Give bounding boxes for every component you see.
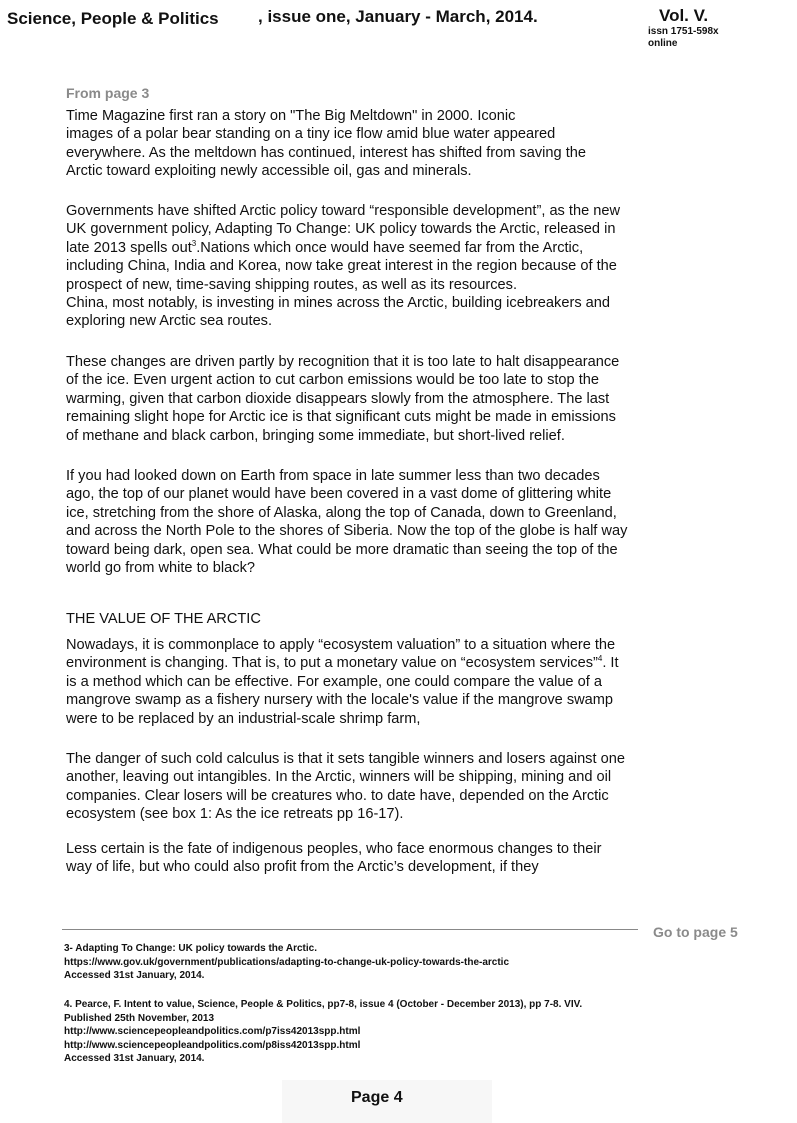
paragraph-text: The danger of such cold calculus is that it sets tangible winners and losers against one another, leaving out intangibles. In the Arctic, winners will be shipping, mining and oil companies. Clear losers will be creatures who. to date have, depended on the Arctic ecosystem (see box 1: As the ice retreats pp 16-17).: [66, 751, 625, 823]
footnote-3: [64, 942, 754, 983]
paragraph-text: If you had looked down on Earth from space in late summer less than two decades ago, the top of our planet would have been covered in a vast dome of glittering white ice, stretching from the shore of Alaska, along the top of Canada, down to Greenland, and across the North Pole to the shores of Siberia. Now the top of the globe is half way toward being dark, open sea. What could be more dramatic than seeing the top of the world go from white to black?: [66, 468, 628, 577]
paragraph-text-part: Governments have shifted Arctic policy toward “responsible development”, as the new UK government policy, Adapting To Change: UK policy towards the Arctic, released in late 2013 spells out: [66, 203, 621, 256]
footnote-line: Accessed 31st January, 2014.: [64, 970, 205, 981]
section-heading: THE VALUE OF THE ARCTIC: [66, 611, 261, 627]
footnote-link[interactable]: http://www.sciencepeopleandpolitics.com/p8iss42013spp.html: [64, 1039, 361, 1051]
volume-label: Vol. V.: [659, 6, 709, 25]
footnote-line: Accessed 31st January, 2014.: [64, 1053, 205, 1064]
footnote-4: [64, 998, 754, 1066]
paragraph-changes: [66, 353, 736, 445]
issn-number: issn 1751-598x: [648, 26, 719, 37]
paragraph-text: Less certain is the fate of indigenous peoples, who face enormous changes to their way of life, but who could also profit from the Arctic’s development, if they: [66, 841, 602, 876]
footnote-line: 3- Adapting To Change: UK policy towards the Arctic.: [64, 943, 317, 954]
paragraph-text-part: Nowadays, it is commonplace to apply “ecosystem valuation” to a situation where the environment is changing. That is, to put a monetary value on “ecosystem services”: [66, 637, 616, 672]
footnote-ref-3: 3: [191, 238, 197, 248]
paragraph-danger: [66, 750, 736, 824]
paragraph-text-part: .Nations which once would have seemed far from the Arctic, including China, India and Korea, now take great interest in the region because of the prospect of new, time-saving shipping routes, as well as its resources. China, most notably, is investing in mines across the Arctic, building icebreakers and exploring new Arctic sea routes.: [66, 239, 617, 330]
from-page-link[interactable]: From page 3: [66, 85, 150, 101]
paragraph-valuation: [66, 636, 736, 728]
paragraph-governments: [66, 202, 736, 331]
footnote-ref-4: 4: [597, 654, 603, 664]
footnote-divider: [62, 929, 638, 930]
paragraph-text: These changes are driven partly by recognition that it is too late to halt disappearance of the ice. Even urgent action to cut carbon emissions would be too late to stop the warming, given that carbon dioxide disappears slowly from the atmosphere. The last remaining slight hope for Arctic ice is that significant cuts might be made in emissions of methane and black carbon, bringing some immediate, but short-lived relief.: [66, 354, 620, 444]
paragraph-space-view: [66, 467, 736, 577]
online-label: online: [648, 38, 678, 49]
issn-block: [648, 26, 719, 50]
footnote-line: 4. Pearce, F. Intent to value, Science, People & Politics, pp7-8, issue 4 (October - December 2013), pp 7-8. VIV.: [64, 999, 583, 1010]
footnote-link[interactable]: http://www.sciencepeopleandpolitics.com/p7iss42013spp.html: [64, 1026, 361, 1037]
paragraph-text-part: . It is a method which can be effective. For example, one could compare the value of a mangrove swamp as a fishery nursery with the locale's value if the mangrove swamp were to be replaced by an industrial-scale shrimp farm,: [66, 655, 619, 727]
paragraph-text: [66, 636, 736, 728]
page-number: Page 4: [351, 1089, 403, 1106]
paragraph-indigenous: [66, 840, 736, 877]
paragraph-time-magazine: [66, 107, 736, 181]
footnote-link[interactable]: https://www.gov.uk/government/publications/adapting-to-change-uk-policy-towards-the-arctic: [64, 956, 510, 968]
publication-title: Science, People & Politics: [7, 9, 219, 28]
issue-info: , issue one, January - March, 2014.: [258, 7, 538, 26]
footnote-line: Published 25th November, 2013: [64, 1012, 215, 1024]
paragraph-text: [66, 202, 736, 331]
paragraph-text: Time Magazine first ran a story on "The Big Meltdown" in 2000. Iconic images of a polar bear standing on a tiny ice flow amid blue water appeared everywhere. As the meltdown has continued, interest has shifted from saving the Arctic toward exploiting newly accessible oil, gas and minerals.: [66, 108, 586, 180]
go-to-page-link[interactable]: Go to page 5: [653, 924, 738, 940]
